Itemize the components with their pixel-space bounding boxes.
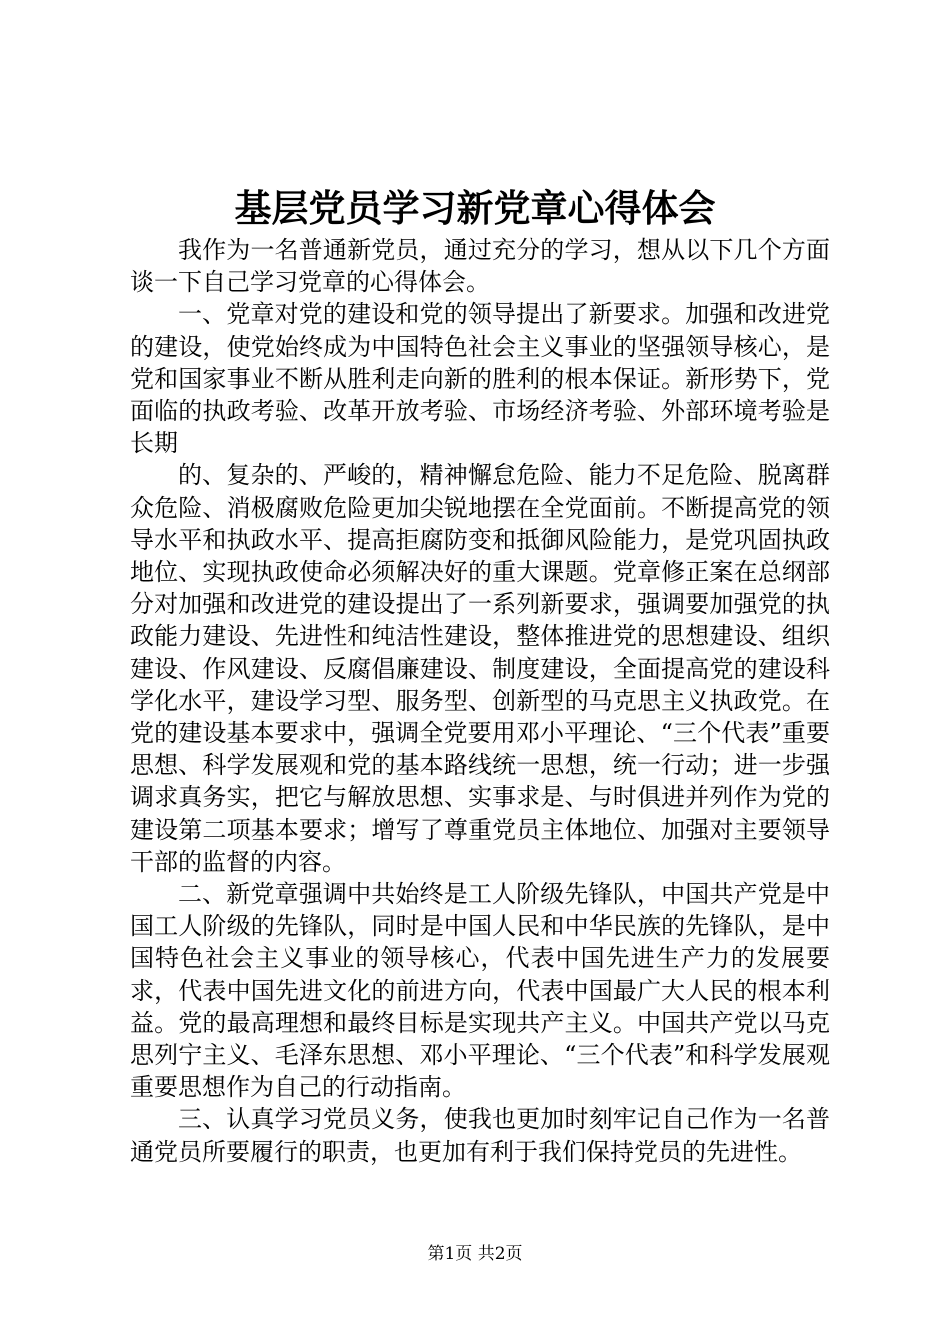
paragraph-intro: 我作为一名普通新党员，通过充分的学习，想从以下几个方面谈一下自己学习党章的心得体会。 (130, 236, 830, 297)
paragraph-section-one-continued: 的、复杂的、严峻的，精神懈怠危险、能力不足危险、脱离群众危险、消极腐败危险更加尖锐地摆在全党面前。不断提高党的领导水平和执政水平、提高拒腐防变和抵御风险能力，是党巩固执政地位、实现执政使命必须解决好的重大课题。党章修正案在总纲部分对加强和改进党的建设提出了一系列新要求，强调要加强党的执政能力建设、先进性和纯洁性建设，整体推进党的思想建设、组织建设、作风建设、反腐倡廉建设、制度建设，全面提高党的建设科学化水平，建设学习型、服务型、创新型的马克思主义执政党。在党的建设基本要求中，强调全党要用邓小平理论、“三个代表”重要思想、科学发展观和党的基本路线统一思想，统一行动；进一步强调求真务实，把它与解放思想、实事求是、与时俱进并列作为党的建设第二项基本要求；增写了尊重党员主体地位、加强对主要领导干部的监督的内容。 (130, 461, 830, 876)
paragraph-section-one: 一、党章对党的建设和党的领导提出了新要求。加强和改进党的建设，使党始终成为中国特色社会主义事业的坚强领导核心，是党和国家事业不断从胜利走向新的胜利的根本保证。新形势下，党面临的执政考验、改革开放考验、市场经济考验、外部环境考验是长期 (130, 300, 830, 458)
paragraph-section-three: 三、认真学习党员义务，使我也更加时刻牢记自己作为一名普通党员所要履行的职责，也更加有利于我们保持党员的先进性。 (130, 1105, 830, 1166)
document-title: 基层党员学习新党章心得体会 (234, 187, 716, 230)
paragraph-section-two: 二、新党章强调中共始终是工人阶级先锋队，中国共产党是中国工人阶级的先锋队，同时是中国人民和中华民族的先锋队，是中国特色社会主义事业的领导核心，代表中国先进生产力的发展要求，代表中国先进文化的前进方向，代表中国最广大人民的根本利益。党的最高理想和最终目标是实现共产主义。中国共产党以马克思列宁主义、毛泽东思想、邓小平理论、“三个代表”和科学发展观重要思想作为自己的行动指南。 (130, 880, 830, 1102)
page-number-footer: 第1页 共2页 (427, 1244, 523, 1264)
document-body (130, 234, 830, 1168)
